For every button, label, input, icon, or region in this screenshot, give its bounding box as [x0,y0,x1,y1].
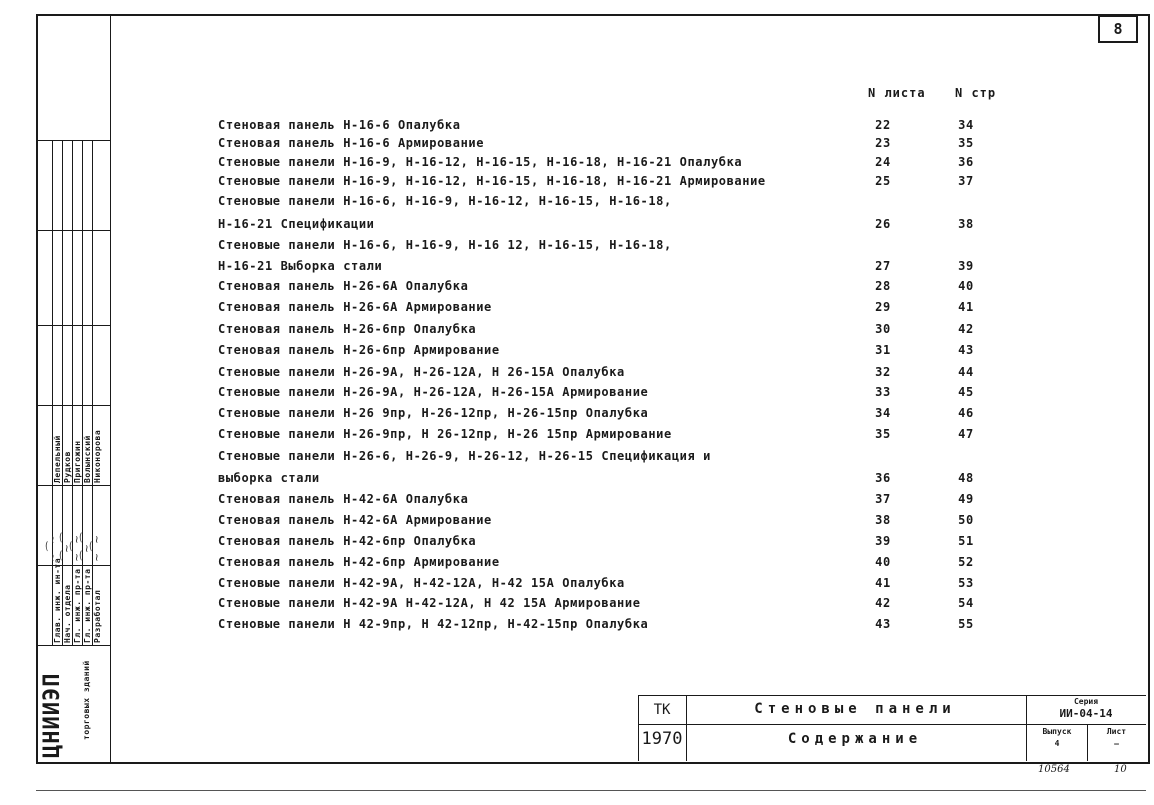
contents-row [218,449,1048,467]
row-sheet: 35 [875,427,891,441]
row-page: 44 [958,365,974,379]
trim-line [36,790,1146,791]
row-sheet: 32 [875,365,891,379]
row-title: Стеновые панели Н-16-6, Н-16-9, Н-16 12, Н-16-15, Н-16-18, [218,238,672,252]
row-title: Стеновая панель Н-42-6пр Опалубка [218,534,477,548]
stamp-line [36,140,110,141]
row-sheet: 40 [875,555,891,569]
row-page: 53 [958,576,974,590]
row-title: Стеновые панели Н-16-9, Н-16-12, Н-16-15, Н-16-18, Н-16-21 Армирование [218,174,766,188]
row-page: 49 [958,492,974,506]
contents-row [218,513,1048,531]
contents-row [218,406,1048,424]
row-title: Стеновая панель Н-26-6пр Опалубка [218,322,477,336]
stamp-name: Рудков [63,451,72,483]
contents-row [218,617,1048,635]
issue-label: Выпуск [1042,727,1072,736]
contents-row [218,576,1048,594]
row-sheet: 27 [875,259,891,273]
contents-row [218,118,1048,136]
row-title: Стеновые панели Н-26-9пр, Н 26-12пр, Н-26 15пр Армирование [218,427,672,441]
row-page: 45 [958,385,974,399]
contents-row [218,155,1048,173]
sheet-number: 8 [1098,15,1138,43]
row-page: 52 [958,555,974,569]
row-title: Стеновая панель Н-42-6А Армирование [218,513,492,527]
stamp-line [36,325,110,326]
row-title: Стеновые панели Н-42-9А, Н-42-12А, Н-42 15А Опалубка [218,576,625,590]
row-page: 47 [958,427,974,441]
sheet-value: — [1114,739,1119,748]
title-year: 1970 [641,729,683,749]
contents-row [218,385,1048,403]
contents-row [218,259,1048,277]
row-page: 41 [958,300,974,314]
stamp-role: Разработал [93,589,102,643]
contents-row [218,427,1048,445]
row-page: 35 [958,136,974,150]
row-page: 43 [958,343,974,357]
issue-value: 4 [1054,739,1060,748]
row-page: 38 [958,217,974,231]
row-title: Н-16-21 Спецификации [218,217,375,231]
row-sheet: 22 [875,118,891,132]
row-title: Стеновая панель Н-42-6А Опалубка [218,492,469,506]
title-subtitle: Содержание [787,731,923,747]
row-sheet: 25 [875,174,891,188]
series-label: Серия [1073,697,1099,706]
stamp-name: Лепельный [53,435,62,483]
row-title: Стеновые панели Н-26 9пр, Н-26-12пр, Н-26-15пр Опалубка [218,406,649,420]
row-sheet: 30 [875,322,891,336]
footer-page: 10 [1114,764,1127,775]
contents-row [218,471,1048,489]
row-page: 51 [958,534,974,548]
contents-row [218,596,1048,614]
title-block-line [638,695,639,761]
title-block-line [638,695,1146,696]
row-title: Стеновая панель Н-26-6А Армирование [218,300,492,314]
contents-row [218,555,1048,573]
row-page: 48 [958,471,974,485]
stamp-signature: ~⁀~ [70,534,83,562]
stamp-signature: ⁀~⁀ [80,535,93,562]
stamp-name: Пригожин [73,440,82,483]
contents-row [218,174,1048,192]
row-title: Н-16-21 Выборка стали [218,259,383,273]
stamp-role: Гл. инж. пр-та [73,568,82,643]
row-title: Стеновые панели Н 42-9пр, Н 42-12пр, Н-42-15пр Опалубка [218,617,649,631]
row-sheet: 38 [875,513,891,527]
row-sheet: 31 [875,343,891,357]
stamp-signature: ⁀~⁀ [60,535,73,562]
row-title: Стеновая панель Н-16-6 Армирование [218,136,485,150]
contents-row [218,492,1048,510]
contents-row [218,343,1048,361]
row-sheet: 36 [875,471,891,485]
stamp-role: Нач. отдела [63,584,72,643]
row-sheet: 42 [875,596,891,610]
archive-number: 10564 [1038,764,1070,775]
stamp-line [36,565,110,566]
row-title: Стеновые панели Н-26-9А, Н-26-12А, Н 26-15А Опалубка [218,365,625,379]
row-sheet: 41 [875,576,891,590]
row-sheet: 28 [875,279,891,293]
stamp-line [92,140,93,645]
title-block-line [1026,695,1027,761]
org-subtitle: торговых зданий [82,660,91,740]
contents-row [218,194,1048,212]
sheet-label: Лист [1106,727,1127,736]
title-main: Стеновые панели [754,701,956,717]
row-title: Стеновые панели Н-16-6, Н-16-9, Н-16-12, Н-16-15, Н-16-18, [218,194,672,208]
row-sheet: 23 [875,136,891,150]
stamp-line [36,405,110,406]
stamp-signature: ~⁀~ [46,534,59,562]
stamp-line [36,645,110,646]
row-title: Стеновая панель Н-26-6пр Армирование [218,343,500,357]
row-sheet: 39 [875,534,891,548]
stamp-line [36,485,110,486]
title-block-line [1087,724,1088,761]
contents-row [218,217,1048,235]
contents-row [218,279,1048,297]
row-page: 37 [958,174,974,188]
row-page: 40 [958,279,974,293]
row-title: Стеновая панель Н-16-6 Опалубка [218,118,461,132]
row-title: Стеновая панель Н-42-6пр Армирование [218,555,500,569]
stamp-line [62,140,63,645]
stamp-name: Волынский [83,435,92,483]
left-margin-line [110,14,111,762]
stamp-name: Никонорова [93,429,102,483]
column-header-page: N стр [955,86,997,100]
title-code: ТК [653,702,671,718]
row-sheet: 33 [875,385,891,399]
row-sheet: 29 [875,300,891,314]
title-block-line [686,695,687,761]
row-sheet: 24 [875,155,891,169]
row-page: 36 [958,155,974,169]
column-header-sheet: N листа [868,86,926,100]
row-title: выборка стали [218,471,320,485]
contents-row [218,534,1048,552]
row-sheet: 37 [875,492,891,506]
row-page: 55 [958,617,974,631]
row-page: 34 [958,118,974,132]
stamp-role: Глав. инж. ин-та [53,557,62,643]
contents-row [218,136,1048,154]
contents-row [218,322,1048,340]
row-title: Стеновые панели Н-26-9А, Н-26-12А, Н-26-15А Армирование [218,385,649,399]
org-logo: ЦНИИЭП [40,672,65,758]
row-page: 46 [958,406,974,420]
row-sheet: 34 [875,406,891,420]
contents-row [218,365,1048,383]
stamp-signature: ~⁀~ [90,534,103,562]
series-value: ИИ-04-14 [1059,707,1113,720]
row-page: 54 [958,596,974,610]
title-block-line [638,724,1146,725]
stamp-role: Гл. инж. пр-та [83,568,92,643]
row-sheet: 43 [875,617,891,631]
row-sheet: 26 [875,217,891,231]
row-title: Стеновые панели Н-26-6, Н-26-9, Н-26-12, Н-26-15 Спецификация и [218,449,711,463]
contents-row [218,238,1048,256]
contents-row [218,300,1048,318]
row-page: 39 [958,259,974,273]
stamp-line [36,230,110,231]
row-title: Стеновая панель Н-26-6А Опалубка [218,279,469,293]
row-page: 50 [958,513,974,527]
row-title: Стеновые панели Н-16-9, Н-16-12, Н-16-15, Н-16-18, Н-16-21 Опалубка [218,155,743,169]
row-title: Стеновые панели Н-42-9А Н-42-12А, Н 42 15А Армирование [218,596,641,610]
row-page: 42 [958,322,974,336]
